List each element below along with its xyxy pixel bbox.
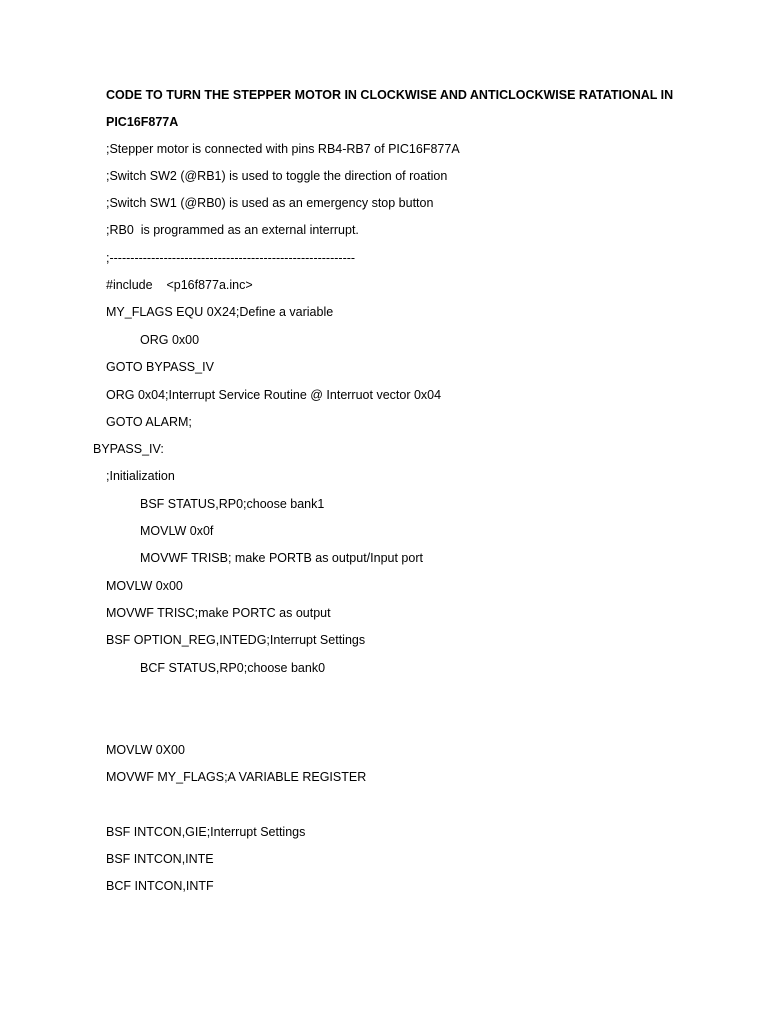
comment-line: ;Switch SW1 (@RB0) is used as an emergency stop button (106, 196, 434, 210)
code-line: BCF INTCON,INTF (106, 879, 214, 893)
code-line: ORG 0x00 (140, 333, 200, 347)
code-line: BSF STATUS,RP0;choose bank1 (140, 497, 325, 511)
comment-line: ;RB0 is programmed as an external interrupt. (106, 223, 359, 237)
code-line: GOTO BYPASS_IV (106, 360, 214, 374)
code-line: MY_FLAGS EQU 0X24;Define a variable (106, 305, 334, 319)
comment-line: ;Switch SW2 (@RB1) is used to toggle the direction of roation (106, 169, 448, 183)
code-line: BSF INTCON,INTE (106, 852, 214, 866)
code-line: MOVLW 0x00 (106, 579, 183, 593)
code-line: GOTO ALARM; (106, 415, 192, 429)
separator-line: ;----------------------------------------------------------- (106, 251, 356, 265)
code-line: ORG 0x04;Interrupt Service Routine @ Interruot vector 0x04 (106, 388, 442, 402)
code-line: BCF STATUS,RP0;choose bank0 (140, 661, 326, 675)
code-line: #include <p16f877a.inc> (106, 278, 253, 292)
code-line: MOVWF MY_FLAGS;A VARIABLE REGISTER (106, 770, 367, 784)
document-title-line-1: CODE TO TURN THE STEPPER MOTOR IN CLOCKWISE AND ANTICLOCKWISE RATATIONAL IN (106, 88, 674, 102)
comment-line: ;Stepper motor is connected with pins RB4-RB7 of PIC16F877A (106, 142, 460, 156)
comment-line: ;Initialization (106, 469, 175, 483)
code-line: MOVWF TRISC;make PORTC as output (106, 606, 331, 620)
code-line: BSF OPTION_REG,INTEDG;Interrupt Settings (106, 633, 366, 647)
code-line: BSF INTCON,GIE;Interrupt Settings (106, 825, 306, 839)
code-line: MOVLW 0X00 (106, 743, 185, 757)
document-title-line-2: PIC16F877A (106, 115, 179, 129)
code-line: MOVLW 0x0f (140, 524, 214, 538)
code-line: MOVWF TRISB; make PORTB as output/Input port (140, 551, 423, 565)
code-label: BYPASS_IV: (93, 442, 164, 456)
